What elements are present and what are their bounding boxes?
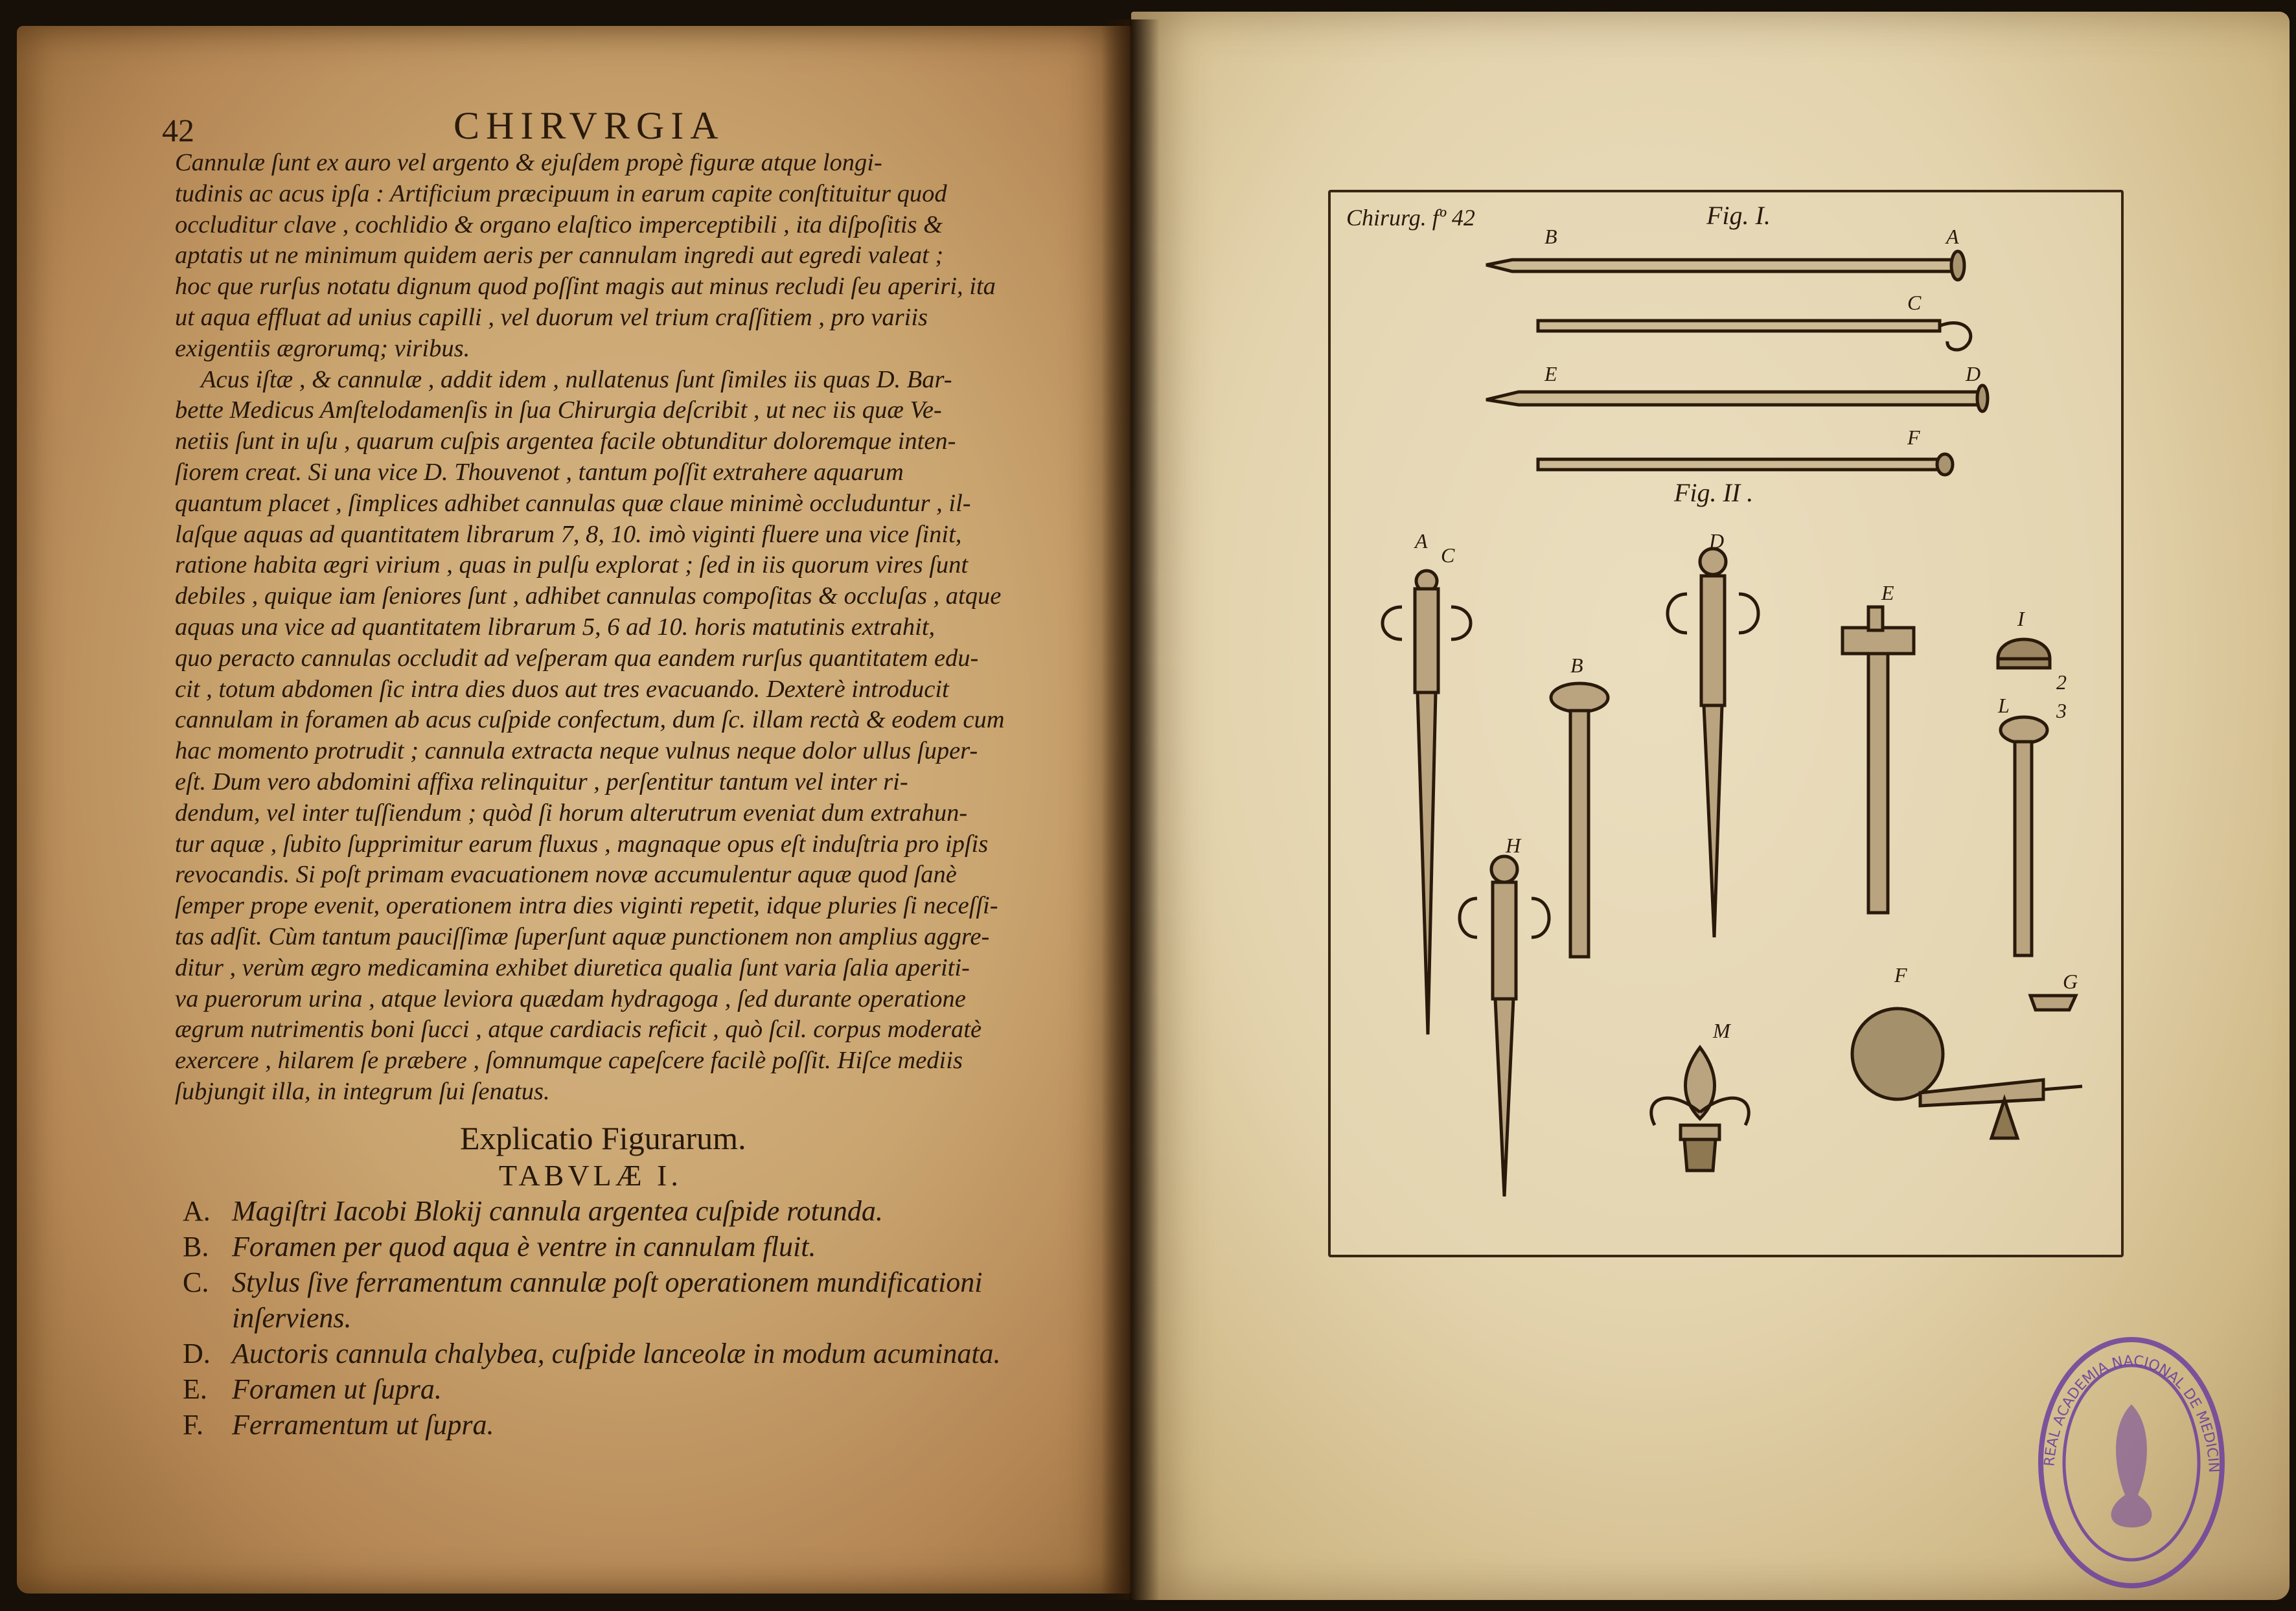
legend-key: A. (183, 1195, 211, 1227)
fig2-label-g: G (2063, 970, 2078, 993)
legend-item-b (183, 1229, 1090, 1264)
plate-illustration (1331, 192, 2121, 1255)
body-line: cannulam in foramen ab acus cuſpide confectum, dum ſc. illam rectà & eodem cum (175, 706, 1005, 734)
body-line: hac momento protrudit ; cannula extracta neque vulnus neque dolor ullus ſuper- (175, 737, 978, 765)
legend-key: E. (183, 1373, 207, 1405)
body-line: Cannulæ ſunt ex auro vel argento & ejuſdem propè figuræ atque longi- (175, 149, 882, 176)
body-text (175, 148, 1037, 1108)
body-line: bette Medicus Amſtelodamenſis in ſua Chirurgia deſcribit , ut nec iis quæ Ve- (175, 396, 942, 424)
fig2-label-3: 3 (2056, 699, 2067, 722)
body-line: netiis ſunt in uſu , quarum cuſpis argentea facile obtunditur doloremque inten- (175, 428, 956, 455)
figure-legend (183, 1193, 1090, 1443)
body-line: va puerorum urina , atque leviora quædam hydragoga , ſed durante operatione (175, 985, 966, 1012)
body-line: dendum, vel inter tuſſiendum ; quòd ſi horum alterutrum eveniat dum extrahun- (175, 799, 968, 827)
body-line: aquas una vice ad quantitatem librarum 5, 6 ad 10. horis matutinis extrahit, (175, 613, 936, 641)
body-line: quo peracto cannulas occludit ad veſperam qua eandem rurſus quantitatem edu- (175, 644, 979, 672)
fig2-label-b: B (1570, 654, 1583, 677)
needle-c (1538, 321, 1971, 350)
body-line: ſemper prope evenit, operationem intra dies viginti repetit, idque pluries ſi neceſſi- (175, 892, 998, 920)
legend-item-a (183, 1193, 1090, 1229)
stamp-seal-icon (2034, 1333, 2229, 1592)
fig2-label-e: E (1881, 581, 1894, 604)
body-line: eſt. Dum vero abdomini affixa relinquitur , perſentitur tantum vel inter ri- (175, 768, 908, 795)
body-line: exigentiis ægrorumq; viribus. (175, 334, 470, 362)
legend-desc: Ferramentum ut ſupra. (232, 1409, 494, 1441)
fig1-label-e: E (1544, 362, 1557, 385)
body-line: ſubjungit illa, in integrum ſui ſenatus. (175, 1077, 550, 1105)
piece-g (2030, 996, 2076, 1010)
body-line: ægrum nutrimentis boni ſucci , atque cardiacis reficit , quò ſcil. corpus moderatè (175, 1016, 982, 1044)
needle-f (1538, 454, 1953, 475)
legend-item-e (183, 1371, 1090, 1407)
page-number: 42 (162, 112, 194, 148)
needle-ab (1486, 251, 1964, 280)
fig2-title: Fig. II . (1674, 478, 1754, 507)
body-line: laſque aquas ad quantitatem librarum 7, 8, 10. imò viginti fluere una vice ſinit, (175, 520, 962, 548)
fig1-label-f: F (1907, 426, 1920, 449)
fig2-label-h: H (1506, 834, 1521, 857)
legend-key: F. (183, 1409, 203, 1441)
library-stamp (2034, 1333, 2229, 1592)
legend-item-c (183, 1264, 1090, 1300)
body-line: cit , totum abdomen ſic intra dies duos aut tres evacuando. Dexterè introducit (175, 675, 949, 703)
body-line: exercere , hilarem ſe præbere , ſomnumque capeſcere facilè poſſit. Hiſce mediis (175, 1047, 963, 1075)
legend-desc: Magiſtri Iacobi Blokij cannula argentea cuſpide rotunda. (232, 1195, 883, 1227)
fig1-label-d: D (1966, 362, 1981, 385)
body-line: ut aqua effluat ad unius capilli , vel duorum vel trium craſſitiem , pro variis (175, 303, 928, 331)
legend-key: D. (183, 1338, 211, 1369)
body-line: tur aquæ , ſubito ſupprimitur earum fluxus , magnaque opus eſt induſtria pro ipſis (175, 830, 989, 858)
syringe-f (1852, 1009, 2082, 1138)
fig2-label-a: A (1415, 529, 1428, 553)
tabula-heading: TABVLÆ I. (499, 1159, 682, 1192)
plate-corner-label: Chirurg. fº 42 (1346, 205, 1475, 231)
fig2-label-f: F (1894, 963, 1907, 987)
body-line: ſiorem creat. Si una vice D. Thouvenot , tantum poſſit extrahere aquarum (175, 458, 904, 486)
fig2-label-i: I (2017, 607, 2025, 630)
fig2-label-l: L (1998, 694, 2010, 717)
body-line: Acus iſtæ , & cannulæ , addit idem , nullatenus ſunt ſimiles iis quas D. Bar- (201, 365, 952, 393)
legend-desc: Foramen ut ſupra. (232, 1373, 442, 1405)
trocar-h (1460, 856, 1549, 1196)
body-line: occluditur clave , cochlidio & organo elaſtico imperceptibili , ita diſpoſitis & (175, 211, 943, 238)
running-head: CHIRVRGIA (453, 104, 725, 147)
needle-ed (1486, 385, 1988, 411)
fig1-label-c: C (1907, 291, 1922, 314)
fig1-label-b: B (1544, 225, 1557, 248)
fig2-label-m: M (1713, 1019, 1730, 1042)
stamp-text: REAL ACADEMIA NACIONAL DE MEDICIN (2041, 1353, 2222, 1474)
body-line: debiles , quique iam ſeniores ſunt , adhibet cannulas compoſitas & occluſas , atque (175, 582, 1002, 610)
legend-key: B. (183, 1231, 209, 1263)
fig2-label-c: C (1441, 543, 1455, 567)
fig1-title: Fig. I. (1706, 201, 1771, 230)
body-line: aptatis ut ne minimum quidem aeris per cannulam ingredi aut egredi valeat ; (175, 242, 944, 269)
legend-desc: Foramen per quod aqua è ventre in cannulam fluit. (232, 1231, 816, 1263)
fig2-label-2: 2 (2056, 670, 2067, 694)
legend-desc: Auctoris cannula chalybea, cuſpide lanceolæ in modum acuminata. (232, 1338, 1001, 1369)
body-line: hoc que rurſus notatu dignum quod poſſint magis aut minus recludi ſeu aperiri, ita (175, 273, 996, 301)
book-gutter (1101, 19, 1160, 1600)
body-line: revocandis. Si poſt primam evacuationem novæ accumulentur aquæ quod ſanè (175, 861, 957, 889)
trocar-a (1383, 571, 1471, 1034)
legend-desc: Stylus ſive ferramentum cannulæ poſt operationem mundificationi (232, 1266, 983, 1298)
trocar-d (1668, 549, 1758, 937)
cap-i (1998, 639, 2050, 668)
legend-item-f (183, 1407, 1090, 1443)
body-line: ditur , verùm ægro medicamina exhibet diuretica qualia ſunt varia ſalia aperiti- (175, 954, 970, 981)
fig2-label-d: D (1709, 529, 1725, 553)
explicatio-heading: Explicatio Figurarum. (460, 1120, 746, 1156)
body-line: ratione habita ægri virium , quas in pulſu explorat ; ſed in iis quorum vires ſunt (175, 551, 969, 579)
body-line: quantum placet , ſimplices adhibet cannulas quæ claue minimè occluduntur , il- (175, 489, 971, 517)
legend-continuation: inſerviens. (232, 1302, 352, 1334)
fig1-label-a: A (1946, 225, 1959, 248)
body-line: tas adſit. Cùm tantum pauciſſimæ ſuperſunt aquæ punctionem non amplius aggre- (175, 922, 990, 950)
cannula-b (1551, 683, 1608, 957)
legend-key: C. (183, 1266, 209, 1298)
fleur-de-lis-m (1651, 1047, 1749, 1171)
legend-item-d (183, 1336, 1090, 1371)
cannula-l (2001, 717, 2047, 955)
engraved-plate (1328, 190, 2124, 1257)
cannula-e (1843, 607, 1914, 913)
body-line: tudinis ac acus ipſa : Artificium præcipuum in earum capite conſtituitur quod (175, 179, 947, 207)
